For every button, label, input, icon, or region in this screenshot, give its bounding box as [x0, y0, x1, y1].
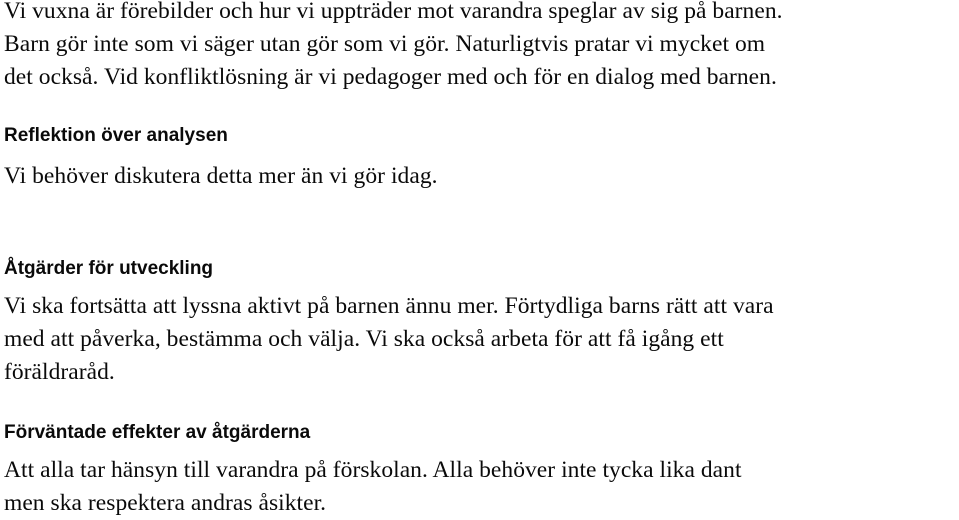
actions-line: föräldraråd. — [4, 359, 115, 385]
actions-paragraph — [4, 290, 774, 389]
intro-line: Barn gör inte som vi säger utan gör som vi gör. Naturligtvis pratar vi mycket om — [4, 31, 766, 57]
intro-paragraph — [4, 0, 783, 94]
effects-heading: Förväntade effekter av åtgärderna — [4, 422, 311, 443]
reflection-heading: Reflektion över analysen — [4, 125, 228, 146]
effects-line: men ska respektera andras åsikter. — [4, 490, 327, 516]
intro-line: Vi vuxna är förebilder och hur vi uppträder mot varandra speglar av sig på barnen. — [4, 0, 783, 24]
reflection-line: Vi behöver diskutera detta mer än vi gör idag. — [4, 163, 438, 189]
reflection-paragraph — [4, 160, 438, 193]
effects-line: Att alla tar hänsyn till varandra på förskolan. Alla behöver inte tycka lika dant — [4, 457, 742, 483]
intro-line: det också. Vid konfliktlösning är vi pedagoger med och för en dialog med barnen. — [4, 64, 777, 90]
actions-heading: Åtgärder för utveckling — [4, 258, 214, 279]
actions-line: med att påverka, bestämma och välja. Vi ska också arbeta för att få igång ett — [4, 326, 724, 352]
effects-paragraph — [4, 454, 742, 520]
actions-line: Vi ska fortsätta att lyssna aktivt på barnen ännu mer. Förtydliga barns rätt att vara — [4, 293, 774, 319]
